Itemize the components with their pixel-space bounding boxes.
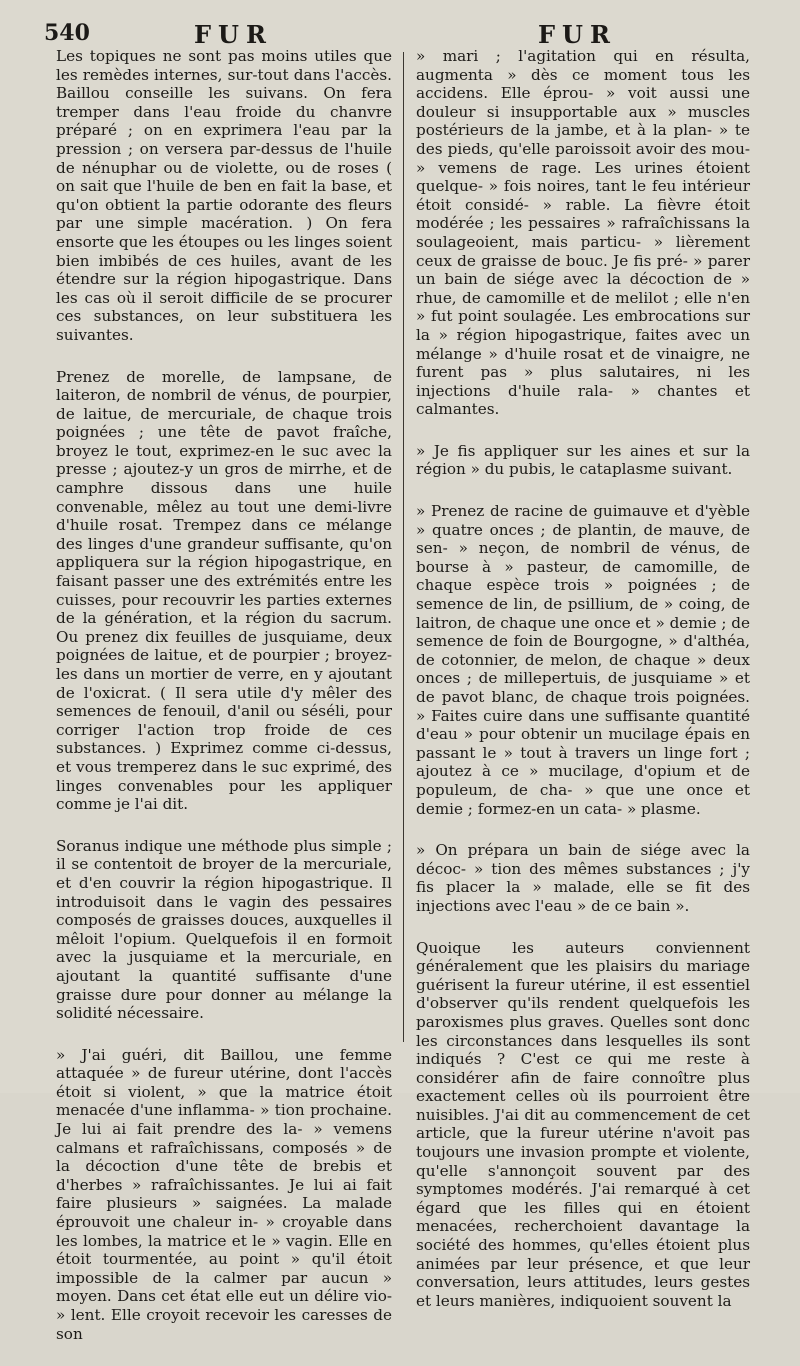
running-head-right: FUR	[538, 20, 617, 49]
paragraph-recipe-guimauve: » Prenez de racine de guimauve et d'yèble » quatre onces ; de plantin, de mauve, de sen- » neçon, de nombril de vénus, de bourse à » pasteur, de camomille, de chaque espèce trois » poignées ; de semence de lin, de psillium, de » coing, de laitron, de chaque une once et » demie ; de semence de foin de Bourgogne, » d'althéa, de cotonnier, de melon, de chaque » deux onces ; de millepertuis, de jusquiame » et de pavot blanc, de chaque trois poignées. » Faites cuire dans une suffisante quantité d'eau » pour obtenir un mucilage épais en passant le » tout à travers un linge fort ; ajoutez à ce » mucilage, d'opium et de populeum, de cha- » que une once et demie ; formez-en un cata- » plasme.	[416, 502, 751, 818]
paragraph-recipe-morelle: Prenez de morelle, de lampsane, de laiteron, de nombril de vénus, de pourpier, de laitue, de mercuriale, de chaque trois poignées ; une tête de pavot fraîche, broyez le tout, exprimez-en le suc avec la presse ; ajoutez-y un gros de mirrhe, et de camphre dissous dans une huile convenable, mêlez au tout une demi-livre d'huile rosat. Trempez dans ce mélange des linges d'une grandeur suffisante, qu'on appliquera sur la région hipogastrique, en faisant passer une des extrémités entre les cuisses, pour recouvrir les parties externes de la génération, et la région du sacrum. Ou prenez dix feuilles de jusquiame, deux poignées de laitue, et de pourpier ; broyez-les dans un mortier de verre, en y ajoutant de l'oxicrat. ( Il sera utile d'y mêler des semences de fenouil, d'anil ou séséli, pour corriger l'action trop froide de ces substances. ) Exprimez comme ci-dessus, et vous tremperez dans le suc exprimé, des linges convenables pour les appliquer comme je l'ai dit.	[56, 367, 392, 814]
column-divider	[403, 52, 404, 1042]
paragraph-baillou-quote: » J'ai guéri, dit Baillou, une femme attaquée » de fureur utérine, dont l'accès étoit si violent, » que la matrice étoit menacée d'une inflamma- » tion prochaine. Je lui ai fait prendre des la- » vemens calmans et rafraîchissans, composés » de la décoction d'une tête de brebis et d'herbes » rafraîchissantes. Je lui ai fait faire plusieurs » saignées. La malade éprouvoit une chaleur in- » croyable dans les lombes, la matrice et le » vagin. Elle en étoit tourmentée, au point » qu'il étoit impossible de la calmer par aucun » moyen. Dans cet état elle eut un délire vio- » lent. Elle croyoit recevoir les caresses de son	[56, 1045, 392, 1343]
paragraph-quote-continued: » mari ; l'agitation qui en résulta, augmenta » dès ce moment tous les accidens. Elle éprou- » voit aussi une douleur si insupportable aux » muscles postérieurs de la jambe, et à la plan- » te des pieds, qu'elle paroissoit avoir des mou- » vemens de rage. Les urines étoient quelque- » fois noires, tant le feu intérieur étoit considé- » rable. La fièvre étoit modérée ; les pessaires » rafraîchissans la soulageoient, mais particu- » lièrement ceux de graisse de bouc. Je fis pré- » parer un bain de siége avec la décoction de » rhue, de camomille et de melilot ; elle n'en » fut point soulagée. Les embrocations sur la » région hipogastrique, faites avec un mélange » d'huile rosat et de vinaigre, ne furent pas » plus salutaires, ni les injections d'huile rala- » chantes et calmantes.	[416, 47, 750, 419]
page-number: 540	[44, 20, 90, 46]
paragraph-topiques: Les topiques ne sont pas moins utiles que les remèdes internes, sur-tout dans l'accès. Baillou conseille les suivans. On fera tremper dans l'eau froide du chanvre préparé ; on en exprimera l'eau par la pression ; on versera par-dessus de l'huile de nénuphar ou de violette, ou de roses ( on sait que l'huile de ben en fait la base, et qu'on obtient la partie odorante des fleurs par une simple macération. ) On fera ensorte que les étoupes ou les linges soient bien imbibés de ces huiles, avant de les étendre sur la région hipogastrique. Dans les cas où il seroit difficile de se procurer ces substances, on leur substituera les suivantes.	[56, 47, 392, 344]
page-header	[44, 18, 774, 48]
paragraph-plaisirs-mariage: Quoique les auteurs conviennent généralement que les plaisirs du mariage guérisent la fureur utérine, il est essentiel d'observer qu'ils rendent quelquefois les paroxismes plus graves. Quelles sont donc les circonstances dans lesquelles ils sont indiqués ? C'est ce qui me reste à considérer afin de faire connoître plus exactement celles où ils pourroient être nuisibles. J'ai dit au commencement de cet article, que la fureur utérine n'avoit pas toujours une invasion prompte et violente, qu'elle s'annonçoit souvent par des symptomes modérés. J'ai remarqué à cet égard que les filles qui en étoient menacées, recherchoient davantage la société des hommes, qu'elles étoient plus animées par leur présence, et que leur conversation, leurs attitudes, leurs gestes et leurs manières, indiquoient souvent la	[416, 938, 750, 1310]
right-column	[416, 47, 750, 1333]
paragraph-soranus: Soranus indique une méthode plus simple ; il se contentoit de broyer de la mercuriale, et d'en couvrir la région hipogastrique. Il introduisoit dans le vagin des pessaires composés de graisses douces, auxquelles il mêloit l'opium. Quelquefois il en formoit avec la jusquiame et la mercuriale, en ajoutant la quantité suffisante d'une graisse dure pour donner au mélange la solidité nécessaire.	[56, 836, 392, 1023]
left-column	[56, 47, 392, 1366]
paragraph-bain-siege: » On prépara un bain de siége avec la décoc- » tion des mêmes substances ; j'y fis placer la » malade, elle se fit des injections avec l'eau » de ce bain ».	[416, 841, 750, 915]
running-head-left: FUR	[194, 20, 273, 49]
paragraph-cataplasme-intro: » Je fis appliquer sur les aines et sur la région » du pubis, le cataplasme suivant.	[416, 441, 750, 479]
